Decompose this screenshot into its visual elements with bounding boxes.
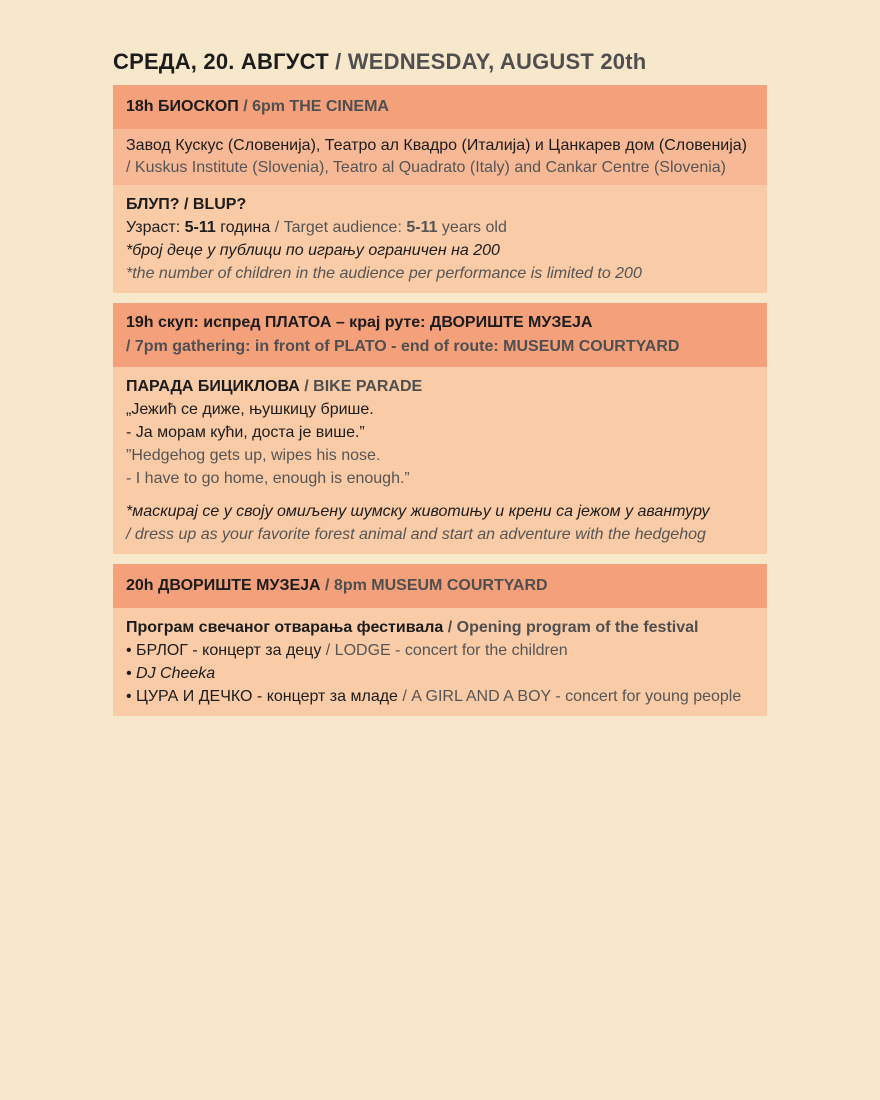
program-item-en: / LODGE - concert for the children [321,642,568,659]
event-time-en: / 6pm THE CINEMA [243,98,389,115]
event-time-en-b: MUSEUM COURTYARD [503,338,680,355]
event-time-en: / 8pm MUSEUM COURTYARD [320,577,548,594]
age-unit-en: years old [437,219,507,236]
event-details [113,185,767,293]
org-sr: Завод Кускус (Словенија), Театро ал Квадро (Италија) и Цанкарев дом (Словенија) [126,137,747,154]
org-en: / Kuskus Institute (Slovenia), Teatro al Quadrato (Italy) and Cankar Centre (Slovenia) [126,159,726,176]
event-time-sr: 18h БИОСКОП [126,98,239,115]
note-sr: *маскирај се у своју омиљену шумску животињу и крени са јежом у авантуру [126,503,710,520]
show-title [126,375,754,398]
program-item-sr: • ЦУРА И ДЕЧКО - концерт за младе [126,688,398,705]
age-value-sr: 5-11 [184,219,216,236]
program-title-en: / Opening program of the festival [443,619,699,636]
age-value-en: 5-11 [406,219,438,236]
event-cinema [113,85,767,293]
age-label-sr: Узраст: [126,219,185,236]
schedule-page [113,47,767,726]
program-item-en: / A GIRL AND A BOY - concert for young people [397,688,742,705]
event-bike-parade [113,303,767,554]
program-item [126,685,754,708]
event-time-en-a: / 7pm gathering: in front of PLATO - end of route: [126,338,504,355]
poem-line: „Јежић се диже, њушкицу брише. [126,401,374,418]
note-en: / dress up as your favorite forest animal and start an adventure with the hedgehog [126,526,706,543]
age-unit-sr: година [215,219,271,236]
program-title-sr: Програм свечаног отварања фестивала [126,619,444,636]
event-header [113,303,767,367]
event-time-sr: 19h скуп: испред ПЛАТОА – крај руте: ДВОРИШТЕ МУЗЕЈА [126,314,593,331]
event-header [113,85,767,129]
poem-line: - I have to go home, enough is enough.” [126,470,410,487]
poem-line: - Ја морам кући, доста је више.” [126,424,365,441]
day-title-sr: СРЕДА, 20. АВГУСТ [113,49,329,74]
age-line [126,216,754,239]
event-opening [113,564,767,716]
age-label-en: / Target audience: [270,219,407,236]
program-item [126,639,754,662]
event-time-en [126,335,754,359]
event-header [113,564,767,608]
event-details [113,367,767,554]
day-title-en: / WEDNESDAY, AUGUST 20th [335,49,647,74]
poem-line: ”Hedgehog gets up, wipes his nose. [126,447,381,464]
note-en: *the number of children in the audience per performance is limited to 200 [126,265,642,282]
event-organizers [113,129,767,185]
day-title [113,47,767,77]
show-title: БЛУП? / BLUP? [126,196,247,213]
event-details [113,608,767,716]
program-item [126,662,754,685]
show-title-en: / BIKE PARADE [299,378,423,395]
show-title-sr: ПАРАДА БИЦИКЛОВА [126,378,300,395]
program-title [126,616,754,639]
program-item-sr: • БРЛОГ - концерт за децу [126,642,322,659]
event-time-sr: 20h ДВОРИШТЕ МУЗЕЈА [126,577,321,594]
program-item-sr: • DJ Cheeka [126,665,216,682]
note-sr: *број деце у публици по игрању ограничен на 200 [126,242,500,259]
